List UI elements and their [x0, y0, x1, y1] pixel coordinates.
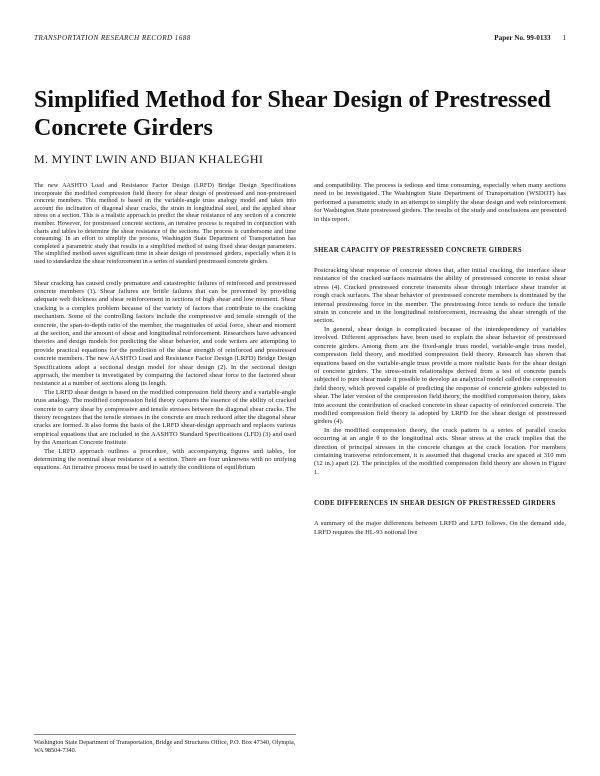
right-body [314, 182, 566, 224]
page-number: 1 [562, 34, 566, 42]
section-heading: SHEAR CAPACITY OF PRESTRESSED CONCRETE GIRDERS [314, 247, 522, 255]
abstract-text: The new AASHTO Load and Resistance Factor Design (LRFD) Bridge Design Specifications incorporate the modified compression field theory for shear design of prestressed and non-prestressed concrete members. This method is based on the variable-angle truss analogy model and takes into account the inclination of diagonal shear cracks, the strain in longitudinal steel, and the applied shear stress on a section. This is a realistic approach to predict the shear resistance of any section of a concrete member. However, for prestressed concrete sections, an iterative process is required in conjunction with charts and tables to determine the shear resistance of the sections. The process is cumbersome and time consuming. In an effort to simplify the process, Washington State Department of Transportation has completed a parametric study that results in a simplified method of using fixed shear design parameters. The simplified method saves significant time in shear design of prestressed girders, especially when it is used to standardize the shear reinforcement in a series of standard prestressed concrete girders. [34, 182, 296, 265]
body-paragraph: and compatibility. The process is tedious and time consuming, especially when many sections need to be investigated. The Washington State Department of Transportation (WSDOT) has performed a parametric study in an attempt to simplify the shear design and web reinforcement for Washington State prestressed girders. The results of the study and conclusions are presented in this report. [314, 182, 566, 223]
left-body [34, 280, 296, 473]
author-affiliation-footnote: Washington State Department of Transportation, Bridge and Structures Office, P.O. Box 47340, Olympia, WA 98504-7340. [34, 734, 296, 754]
section-code-differences [314, 520, 566, 537]
left-column [34, 182, 296, 473]
body-paragraph: The LRFD approach outlines a procedure, with accompanying figures and tables, for determining the nominal shear resistance of a section. There are four unknowns with no unifying equations. An iterative process must be used to satisfy the conditions of equilibrium [34, 447, 296, 472]
abstract [34, 182, 296, 266]
paper-number: Paper No. 99-0133 [494, 34, 551, 42]
body-paragraph: In the modified compression theory, the crack pattern is a series of parallel cracks occurring at an angle θ to the longitudinal axis. Shear stress at the crack implies that the direction of principal stresses in the concrete changes at the crack location. For members containing transverse reinforcement, it is assumed that diagonal cracks are spaced at 310 mm (12 in.) apart (2). The principles of the modified compression field theory are shown in Figure 1. [314, 426, 566, 476]
paper-number-header [494, 34, 566, 42]
section-heading: CODE DIFFERENCES IN SHEAR DESIGN OF PRESTRESSED GIRDERS [314, 500, 556, 508]
body-paragraph: The LRFD shear design is based on the modified compression field theory and a variable-angle truss analogy. The modified compression field theory captures the essence of the ability of cracked concrete to carry shear by compressive and tensile stresses between the diagonal shear cracks. The theory recognizes that the tensile stresses in the concrete are much reduced after the diagonal shear cracks are formed. It also forms the basis of the LRFD shear-design approach and replaces various empirical equations that are included in the AASHTO Standard Specifications (LFD) (3) and used by the American Concrete Institute. [34, 388, 296, 447]
body-paragraph: In general, shear design is complicated because of the interdependency of variables involved. Different approaches have been used to explain the shear behavior of prestressed concrete girders. Among them are the fixed-angle truss model, variable-angle truss model, compression field theory, and modified compression field theory. Research has shown that equations based on the variable-angle truss provide a more realistic basis for the shear design of concrete girders. The stress-strain relationships derived from a test of concrete panels subjected to pure shear made it possible to develop an analytical model called the compression field theory, which proved capable of predicting the response of concrete girders subjected to shear. The later version of the compression field theory, the modified compression theory, takes into account the contribution of cracked concrete in shear capacity of reinforced concrete. The modified compression field theory is adopted by LRFD for the shear design of prestressed girders (4). [314, 325, 566, 426]
body-paragraph: Postcracking shear response of concrete shows that, after initial cracking, the interface shear resistance of the cracked surfaces maintains the ability of prestressed concrete to resist shear stress (4). Cracked prestressed concrete transmits shear through interface shear transfer at rough crack surfaces. The shear behavior of prestressed concrete members is dominated by the internal prestressing force in the member. The prestressing force tends to reduce the tensile strain in concrete and in the longitudinal reinforcement, increasing the shear strength of the section. [314, 267, 566, 325]
section-shear-capacity [314, 267, 566, 477]
authors: M. MYINT LWIN AND BIJAN KHALEGHI [34, 152, 264, 166]
body-paragraph: A summary of the major differences between LRFD and LFD follows. On the demand side, LRFD requires the HL-93 notional live [314, 520, 566, 536]
journal-name: TRANSPORTATION RESEARCH RECORD 1688 [34, 34, 191, 42]
body-paragraph: Shear cracking has caused costly premature and catastrophic failures of reinforced and prestressed concrete members (1). Shear failures are brittle failures that can be prevented by providing adequate web thickness and shear reinforcement in sections of high shear and low moment. Shear cracking is a complex problem because of the variety of factors that contribute to the cracking mechanism. Some of the controlling factors include the compressive and tensile strength of the concrete, the span-to-depth ratio of the member, the magnitudes of axial force, shear and moment at the section, and the amount of shear and longitudinal reinforcement. Researchers have advanced theories and design models for predicting the shear behavior, and code writers are attempting to provide practical equations for the prediction of the shear strength of reinforced and prestressed concrete members. The new AASHTO Load and Resistance Factor Design (LRFD) Bridge Design Specifications adopt a sectional design model for shear design (2). In the sectional design approach, the member is investigated by comparing the factored shear force to the factored shear resistance at a number of sections along its length. [34, 279, 296, 388]
right-column [314, 182, 566, 537]
paper-title: Simplified Method for Shear Design of Prestressed Concrete Girders [34, 87, 551, 141]
